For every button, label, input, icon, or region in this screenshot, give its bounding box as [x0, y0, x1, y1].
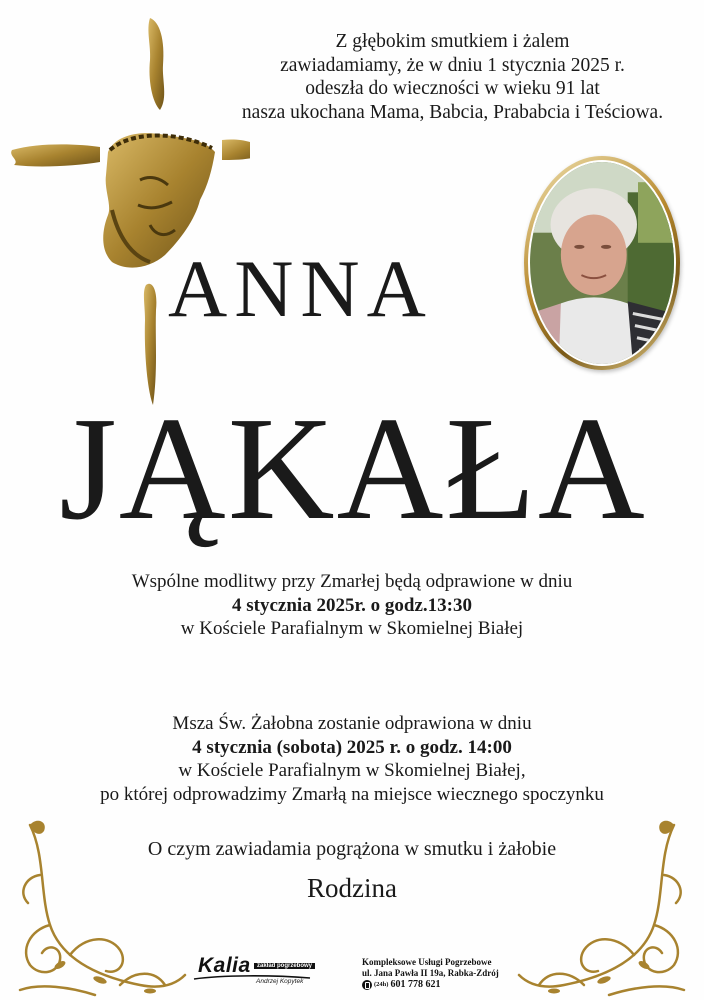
- mass-line: Msza Św. Żałobna zostanie odprawiona w dniu: [172, 713, 532, 734]
- family-signature: Rodzina: [307, 873, 397, 903]
- company-info: [362, 957, 522, 990]
- company-phone: [362, 979, 522, 990]
- prayers-line: Wspólne modlitwy przy Zmarłej będą odprawione w dniu: [131, 571, 573, 592]
- portrait-image: [530, 162, 674, 364]
- floral-swirl-icon: [0, 815, 190, 1000]
- intro-line: Z głębokim smutkiem i żalem: [335, 31, 570, 52]
- mass-burial: po której odprowadzimy Zmarłą na miejsce wiecznego spoczynku: [100, 783, 604, 805]
- closing-notice: O czym zawiadamia pogrążona w smutku i żałobie: [147, 838, 557, 860]
- prayers-date: 4 stycznia 2025r. o godz.13:30: [232, 594, 472, 616]
- logo-owner: Andrzej Kopytek: [256, 978, 304, 985]
- company-services: Kompleksowe Usługi Pogrzebowe: [362, 957, 492, 967]
- prayers-info: [0, 570, 704, 641]
- phone-icon: [362, 980, 372, 990]
- phone-hours: (24h): [374, 981, 389, 988]
- logo-wordmark: Kalia: [198, 954, 251, 977]
- floral-swirl-icon: [514, 815, 704, 1000]
- mass-date: 4 stycznia (sobota) 2025 r. o godz. 14:00: [192, 736, 512, 758]
- intro-line: zawiadamiamy, że w dniu 1 stycznia 2025 r.: [280, 54, 625, 76]
- mass-info: [0, 712, 704, 806]
- portrait-photo: [524, 156, 680, 370]
- funeral-home-logo: [192, 952, 332, 992]
- first-name: ANNA: [168, 243, 433, 334]
- intro-line: odeszła do wieczności w wieku 91 lat: [305, 78, 600, 99]
- logo-tagline: zakład pogrzebowy: [254, 963, 315, 969]
- company-address: ul. Jana Pawła II 19a, Rabka-Zdrój: [362, 968, 499, 978]
- last-name: JĄKAŁA: [59, 387, 647, 551]
- prayers-place: w Kościele Parafialnym w Skomielnej Białej: [180, 618, 524, 639]
- mass-place: w Kościele Parafialnym w Skomielnej Białej,: [178, 760, 526, 781]
- intro-line: nasza ukochana Mama, Babcia, Prababcia i Teściowa.: [241, 101, 664, 123]
- phone-number: 601 778 621: [390, 979, 441, 990]
- intro-text: [205, 30, 700, 124]
